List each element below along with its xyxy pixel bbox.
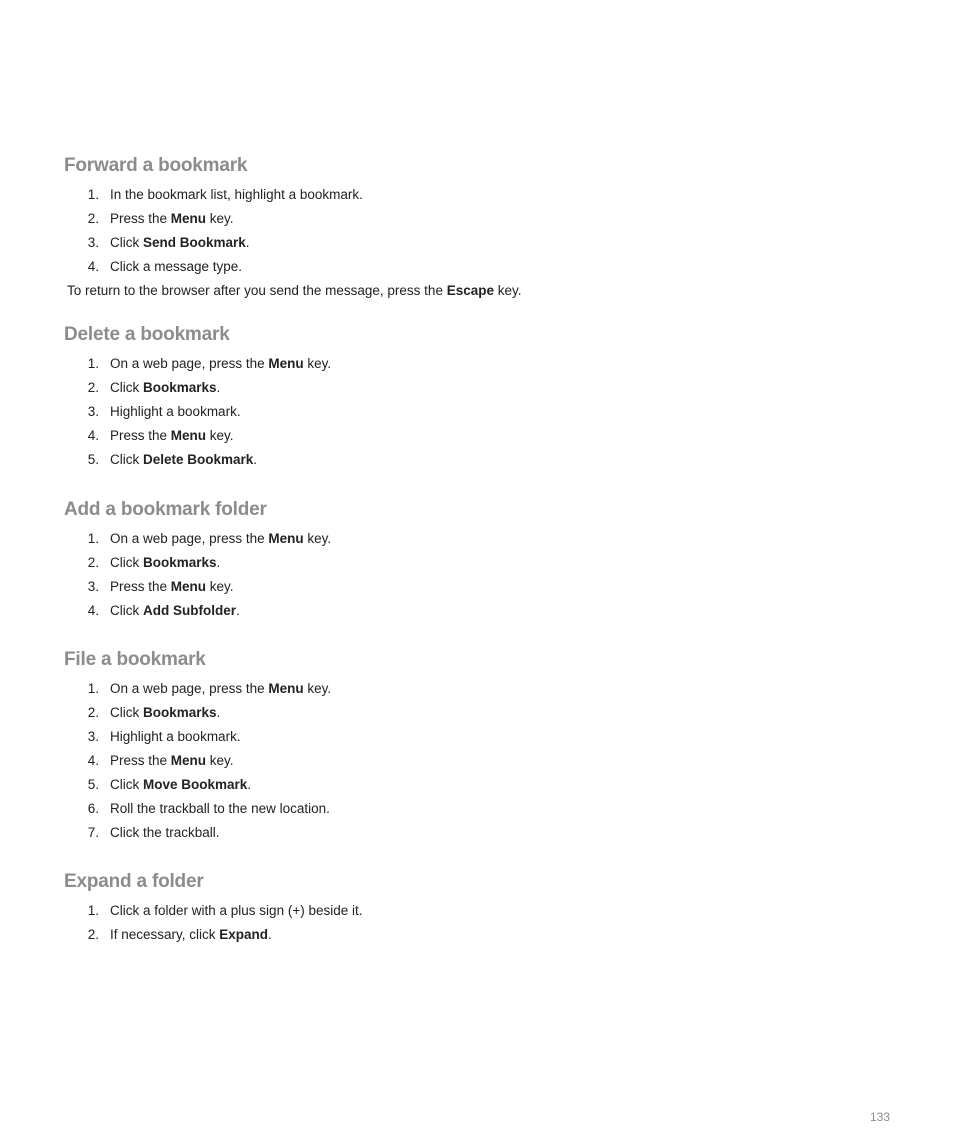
text-run: . <box>216 380 221 395</box>
step-item <box>64 773 884 797</box>
step-item <box>64 749 884 773</box>
step-text <box>110 255 242 279</box>
text-run: Click a message type. <box>110 259 243 274</box>
section-title: Delete a bookmark <box>64 324 230 345</box>
text-run: Press the <box>110 579 171 594</box>
step-number: 2. <box>87 705 99 720</box>
text-run: . <box>236 603 240 618</box>
step-item <box>64 551 884 575</box>
section-file-bookmark <box>64 648 884 845</box>
step-number: 4. <box>87 603 99 618</box>
text-run: key. <box>303 356 332 371</box>
step-item <box>64 400 884 424</box>
step-text <box>110 725 241 749</box>
ui-term: Bookmarks <box>143 705 217 720</box>
step-text <box>110 352 331 376</box>
step-text <box>110 677 331 701</box>
step-item <box>64 599 884 623</box>
step-text <box>110 923 272 947</box>
step-number: 1. <box>87 187 99 202</box>
ui-term: Add Subfolder <box>143 603 236 618</box>
step-text <box>110 551 220 575</box>
section-title: Expand a folder <box>64 871 204 892</box>
step-item <box>64 701 884 725</box>
step-item <box>64 821 884 845</box>
text-run: In the bookmark list, highlight a bookmark. <box>110 187 363 202</box>
ui-term: Menu <box>268 531 304 546</box>
ui-term: Menu <box>268 356 304 371</box>
step-text <box>110 183 363 207</box>
step-number: 3. <box>87 404 99 419</box>
step-text <box>110 400 241 424</box>
text-run: . <box>253 452 258 467</box>
step-item <box>64 352 884 376</box>
text-run: Click <box>110 452 143 467</box>
section-forward-bookmark <box>64 154 884 303</box>
ui-term: Bookmarks <box>143 380 217 395</box>
step-text <box>110 527 331 551</box>
text-run: Press the <box>110 211 171 226</box>
step-number: 1. <box>87 903 99 918</box>
steps-list <box>64 527 884 623</box>
text-run: . <box>216 555 221 570</box>
text-run: key. <box>206 428 234 443</box>
step-item <box>64 797 884 821</box>
step-text <box>110 448 257 472</box>
step-text <box>110 599 240 623</box>
step-text <box>110 207 234 231</box>
steps-list <box>64 352 884 472</box>
text-run: Click <box>110 777 143 792</box>
step-item <box>64 677 884 701</box>
text-run: Click <box>110 235 143 250</box>
step-item <box>64 899 884 923</box>
step-item <box>64 207 884 231</box>
ui-term: Menu <box>170 428 207 443</box>
ui-term: Bookmarks <box>143 555 217 570</box>
section-title: Forward a bookmark <box>64 155 248 176</box>
text-run: key. <box>206 211 234 226</box>
ui-term: Menu <box>170 579 207 594</box>
step-item <box>64 725 884 749</box>
step-number: 7. <box>87 825 99 840</box>
step-number: 3. <box>87 579 99 594</box>
step-number: 2. <box>87 380 99 395</box>
ui-term: Menu <box>170 753 207 768</box>
step-number: 1. <box>87 531 99 546</box>
text-run: Highlight a bookmark. <box>110 729 241 744</box>
step-text <box>110 821 220 845</box>
ui-term: Escape <box>446 283 494 298</box>
text-run: Click a folder with a plus sign (+) beside it. <box>110 903 363 918</box>
text-run: Roll the trackball to the new location. <box>110 801 330 816</box>
text-run: key. <box>303 681 332 696</box>
text-run: Press the <box>110 753 171 768</box>
text-run: . <box>245 235 250 250</box>
section-add-bookmark-folder <box>64 498 884 623</box>
text-run: Highlight a bookmark. <box>110 404 241 419</box>
step-number: 1. <box>87 356 99 371</box>
step-number: 5. <box>87 452 99 467</box>
steps-list <box>64 183 884 279</box>
step-number: 4. <box>87 428 99 443</box>
step-text <box>110 231 250 255</box>
step-text <box>110 424 234 448</box>
step-number: 4. <box>87 753 99 768</box>
step-item <box>64 183 884 207</box>
text-run: . <box>247 777 252 792</box>
step-item <box>64 231 884 255</box>
step-item <box>64 923 884 947</box>
ui-term: Send Bookmark <box>143 235 246 250</box>
text-run: Click <box>110 603 143 618</box>
ui-term: Menu <box>170 211 207 226</box>
section-note <box>67 279 884 303</box>
step-item <box>64 527 884 551</box>
step-number: 5. <box>87 777 99 792</box>
step-text <box>110 701 220 725</box>
section-delete-bookmark <box>64 323 884 472</box>
step-text <box>110 749 234 773</box>
text-run: On a web page, press the <box>110 531 269 546</box>
step-text <box>110 899 363 923</box>
text-run: key. <box>494 283 522 298</box>
text-run: . <box>268 927 272 942</box>
step-number: 3. <box>87 235 99 250</box>
step-number: 2. <box>87 211 99 226</box>
step-number: 2. <box>87 555 99 570</box>
step-item <box>64 424 884 448</box>
step-text <box>110 376 220 400</box>
ui-term: Move Bookmark <box>143 777 248 792</box>
text-run: If necessary, click <box>110 927 220 942</box>
text-run: On a web page, press the <box>110 681 269 696</box>
text-run: Click <box>110 705 143 720</box>
text-run: Click <box>110 555 143 570</box>
step-text <box>110 773 251 797</box>
text-run: key. <box>206 579 234 594</box>
step-number: 6. <box>87 801 99 816</box>
steps-list <box>64 677 884 845</box>
page-number: 133 <box>869 1110 890 1124</box>
step-number: 1. <box>87 681 99 696</box>
text-run: Click <box>110 380 143 395</box>
step-number: 4. <box>87 259 99 274</box>
step-number: 2. <box>87 927 99 942</box>
step-text <box>110 797 330 821</box>
text-run: key. <box>206 753 234 768</box>
step-item <box>64 575 884 599</box>
section-title: File a bookmark <box>64 649 206 670</box>
section-title: Add a bookmark folder <box>64 499 267 520</box>
text-run: key. <box>303 531 332 546</box>
step-item <box>64 448 884 472</box>
step-item <box>64 255 884 279</box>
ui-term: Menu <box>268 681 304 696</box>
step-text <box>110 575 234 599</box>
step-item <box>64 376 884 400</box>
text-run: On a web page, press the <box>110 356 269 371</box>
steps-list <box>64 899 884 947</box>
ui-term: Expand <box>219 927 269 942</box>
text-run: To return to the browser after you send the message, press the <box>67 283 447 298</box>
step-number: 3. <box>87 729 99 744</box>
ui-term: Delete Bookmark <box>143 452 254 467</box>
text-run: Click the trackball. <box>110 825 220 840</box>
text-run: . <box>216 705 221 720</box>
section-expand-folder <box>64 870 884 947</box>
text-run: Press the <box>110 428 171 443</box>
